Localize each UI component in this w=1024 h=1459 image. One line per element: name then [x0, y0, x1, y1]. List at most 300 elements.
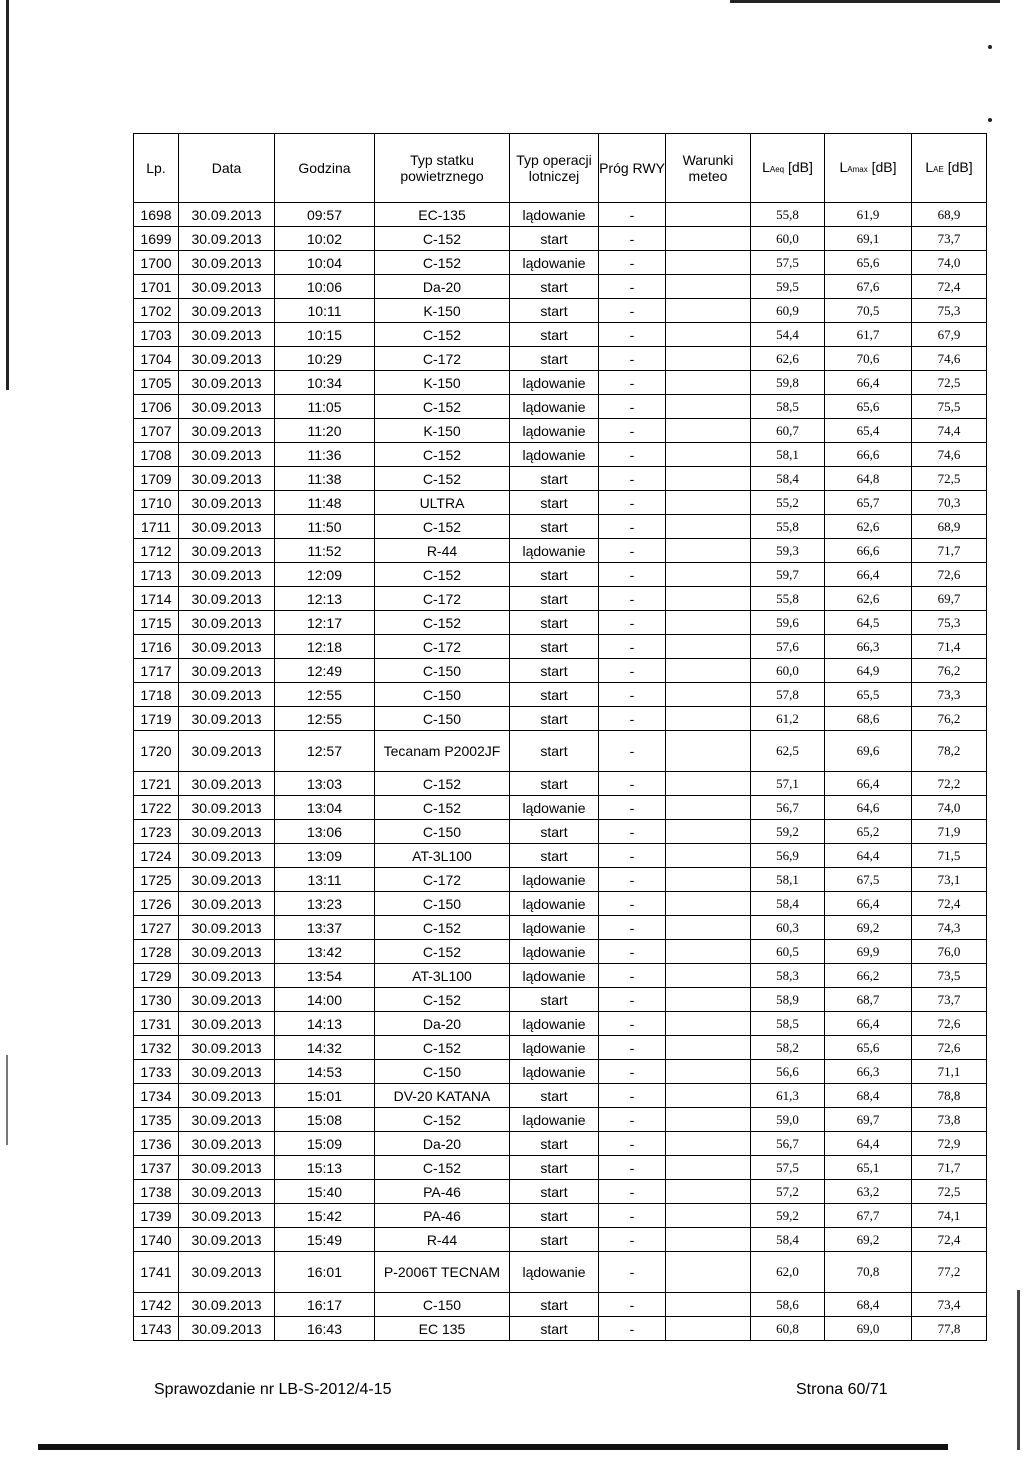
- cell-threshold: -: [599, 940, 666, 964]
- cell-date: 30.09.2013: [179, 1317, 275, 1341]
- cell-threshold: -: [599, 659, 666, 683]
- cell-weather: [666, 1293, 751, 1317]
- cell-time: 15:40: [275, 1180, 375, 1204]
- cell-lamax: 67,6: [825, 275, 912, 299]
- cell-lae: 75,3: [912, 299, 987, 323]
- cell-operation-type: lądowanie: [510, 443, 599, 467]
- cell-threshold: -: [599, 820, 666, 844]
- table-row: [134, 299, 987, 323]
- cell-operation-type: start: [510, 323, 599, 347]
- cell-laeq: 59,3: [751, 539, 825, 563]
- cell-aircraft-type: C-150: [375, 707, 510, 731]
- cell-lae: 72,4: [912, 1228, 987, 1252]
- cell-operation-type: start: [510, 467, 599, 491]
- cell-aircraft-type: R-44: [375, 1228, 510, 1252]
- cell-lp: 1717: [134, 659, 179, 683]
- cell-threshold: -: [599, 796, 666, 820]
- cell-lp: 1743: [134, 1317, 179, 1341]
- scan-edge-line: [730, 0, 1000, 3]
- cell-weather: [666, 659, 751, 683]
- cell-lp: 1727: [134, 916, 179, 940]
- cell-lamax: 66,3: [825, 1060, 912, 1084]
- cell-lae: 77,2: [912, 1252, 987, 1293]
- cell-date: 30.09.2013: [179, 347, 275, 371]
- cell-aircraft-type: ULTRA: [375, 491, 510, 515]
- cell-laeq: 58,4: [751, 892, 825, 916]
- cell-lamax: 67,7: [825, 1204, 912, 1228]
- table-row: [134, 275, 987, 299]
- cell-threshold: -: [599, 491, 666, 515]
- cell-date: 30.09.2013: [179, 731, 275, 772]
- cell-operation-type: start: [510, 1228, 599, 1252]
- cell-aircraft-type: C-172: [375, 635, 510, 659]
- cell-time: 12:55: [275, 683, 375, 707]
- cell-lae: 75,5: [912, 395, 987, 419]
- cell-lp: 1711: [134, 515, 179, 539]
- cell-lamax: 66,4: [825, 892, 912, 916]
- cell-laeq: 57,1: [751, 772, 825, 796]
- cell-laeq: 62,0: [751, 1252, 825, 1293]
- cell-lamax: 62,6: [825, 587, 912, 611]
- table-row: [134, 1293, 987, 1317]
- cell-time: 16:01: [275, 1252, 375, 1293]
- cell-time: 16:17: [275, 1293, 375, 1317]
- cell-lp: 1719: [134, 707, 179, 731]
- cell-aircraft-type: C-152: [375, 323, 510, 347]
- cell-weather: [666, 796, 751, 820]
- cell-time: 13:09: [275, 844, 375, 868]
- cell-lamax: 66,6: [825, 443, 912, 467]
- cell-aircraft-type: Da-20: [375, 1012, 510, 1036]
- cell-date: 30.09.2013: [179, 251, 275, 275]
- cell-date: 30.09.2013: [179, 1204, 275, 1228]
- cell-laeq: 59,2: [751, 820, 825, 844]
- cell-date: 30.09.2013: [179, 443, 275, 467]
- cell-threshold: -: [599, 419, 666, 443]
- cell-lae: 72,6: [912, 563, 987, 587]
- table-row: [134, 1036, 987, 1060]
- cell-weather: [666, 1012, 751, 1036]
- cell-weather: [666, 731, 751, 772]
- cell-laeq: 59,0: [751, 1108, 825, 1132]
- cell-date: 30.09.2013: [179, 323, 275, 347]
- cell-aircraft-type: AT-3L100: [375, 964, 510, 988]
- cell-weather: [666, 1132, 751, 1156]
- cell-lamax: 69,6: [825, 731, 912, 772]
- noise-measurement-table: [133, 133, 987, 1341]
- cell-lae: 72,9: [912, 1132, 987, 1156]
- cell-operation-type: start: [510, 1293, 599, 1317]
- table-row: [134, 868, 987, 892]
- cell-lamax: 64,4: [825, 844, 912, 868]
- cell-time: 11:48: [275, 491, 375, 515]
- cell-aircraft-type: C-150: [375, 1060, 510, 1084]
- cell-date: 30.09.2013: [179, 844, 275, 868]
- cell-date: 30.09.2013: [179, 796, 275, 820]
- cell-weather: [666, 1228, 751, 1252]
- cell-lamax: 65,5: [825, 683, 912, 707]
- cell-lamax: 66,2: [825, 964, 912, 988]
- cell-date: 30.09.2013: [179, 1108, 275, 1132]
- table-row: [134, 820, 987, 844]
- cell-lp: 1733: [134, 1060, 179, 1084]
- cell-aircraft-type: Tecanam P2002JF: [375, 731, 510, 772]
- cell-date: 30.09.2013: [179, 275, 275, 299]
- cell-weather: [666, 940, 751, 964]
- cell-laeq: 61,2: [751, 707, 825, 731]
- cell-weather: [666, 443, 751, 467]
- cell-lae: 74,3: [912, 916, 987, 940]
- cell-lae: 73,3: [912, 683, 987, 707]
- cell-operation-type: lądowanie: [510, 1012, 599, 1036]
- cell-laeq: 58,5: [751, 395, 825, 419]
- cell-operation-type: lądowanie: [510, 868, 599, 892]
- cell-threshold: -: [599, 539, 666, 563]
- cell-lp: 1725: [134, 868, 179, 892]
- cell-threshold: -: [599, 731, 666, 772]
- cell-laeq: 61,3: [751, 1084, 825, 1108]
- cell-operation-type: lądowanie: [510, 203, 599, 227]
- cell-time: 15:01: [275, 1084, 375, 1108]
- cell-date: 30.09.2013: [179, 1012, 275, 1036]
- cell-aircraft-type: C-152: [375, 1156, 510, 1180]
- cell-threshold: -: [599, 467, 666, 491]
- cell-weather: [666, 1317, 751, 1341]
- cell-date: 30.09.2013: [179, 1180, 275, 1204]
- cell-operation-type: lądowanie: [510, 1108, 599, 1132]
- table-row: [134, 988, 987, 1012]
- cell-laeq: 60,8: [751, 1317, 825, 1341]
- cell-lp: 1741: [134, 1252, 179, 1293]
- col-header-lp: Lp.: [134, 134, 179, 203]
- cell-time: 15:08: [275, 1108, 375, 1132]
- cell-lp: 1730: [134, 988, 179, 1012]
- cell-aircraft-type: K-150: [375, 299, 510, 323]
- cell-aircraft-type: C-152: [375, 916, 510, 940]
- cell-aircraft-type: K-150: [375, 419, 510, 443]
- table-row: [134, 251, 987, 275]
- cell-lamax: 65,4: [825, 419, 912, 443]
- cell-aircraft-type: C-150: [375, 820, 510, 844]
- table-row: [134, 1012, 987, 1036]
- cell-time: 13:23: [275, 892, 375, 916]
- cell-lp: 1728: [134, 940, 179, 964]
- cell-threshold: -: [599, 203, 666, 227]
- table-row: [134, 515, 987, 539]
- cell-weather: [666, 988, 751, 1012]
- cell-date: 30.09.2013: [179, 515, 275, 539]
- cell-aircraft-type: C-152: [375, 988, 510, 1012]
- cell-lae: 68,9: [912, 203, 987, 227]
- cell-laeq: 56,7: [751, 1132, 825, 1156]
- cell-operation-type: start: [510, 515, 599, 539]
- col-header-lamax: LAmax [dB]: [825, 134, 912, 203]
- cell-operation-type: start: [510, 1317, 599, 1341]
- report-number: Sprawozdanie nr LB-S-2012/4-15: [154, 1381, 392, 1398]
- cell-weather: [666, 251, 751, 275]
- cell-time: 13:03: [275, 772, 375, 796]
- cell-lamax: 65,6: [825, 395, 912, 419]
- cell-time: 13:42: [275, 940, 375, 964]
- cell-lae: 73,4: [912, 1293, 987, 1317]
- cell-lp: 1734: [134, 1084, 179, 1108]
- cell-time: 10:06: [275, 275, 375, 299]
- cell-lp: 1738: [134, 1180, 179, 1204]
- cell-aircraft-type: DV-20 KATANA: [375, 1084, 510, 1108]
- cell-time: 14:00: [275, 988, 375, 1012]
- cell-lp: 1722: [134, 796, 179, 820]
- cell-aircraft-type: C-152: [375, 395, 510, 419]
- cell-operation-type: start: [510, 347, 599, 371]
- cell-laeq: 60,7: [751, 419, 825, 443]
- cell-threshold: -: [599, 1060, 666, 1084]
- cell-lamax: 69,2: [825, 1228, 912, 1252]
- cell-weather: [666, 820, 751, 844]
- cell-lae: 74,0: [912, 796, 987, 820]
- table-row: [134, 467, 987, 491]
- cell-weather: [666, 611, 751, 635]
- cell-date: 30.09.2013: [179, 395, 275, 419]
- cell-operation-type: start: [510, 820, 599, 844]
- cell-lamax: 68,7: [825, 988, 912, 1012]
- cell-laeq: 55,2: [751, 491, 825, 515]
- cell-lamax: 65,7: [825, 491, 912, 515]
- cell-laeq: 60,5: [751, 940, 825, 964]
- cell-lp: 1701: [134, 275, 179, 299]
- cell-operation-type: start: [510, 1180, 599, 1204]
- cell-date: 30.09.2013: [179, 299, 275, 323]
- table-row: [134, 539, 987, 563]
- cell-laeq: 62,6: [751, 347, 825, 371]
- cell-lamax: 65,2: [825, 820, 912, 844]
- table-row: [134, 635, 987, 659]
- cell-laeq: 55,8: [751, 587, 825, 611]
- cell-threshold: -: [599, 395, 666, 419]
- cell-operation-type: lądowanie: [510, 539, 599, 563]
- cell-operation-type: start: [510, 491, 599, 515]
- cell-threshold: -: [599, 892, 666, 916]
- cell-operation-type: start: [510, 1204, 599, 1228]
- cell-lp: 1732: [134, 1036, 179, 1060]
- cell-lamax: 67,5: [825, 868, 912, 892]
- cell-time: 10:34: [275, 371, 375, 395]
- table-row: [134, 1060, 987, 1084]
- cell-operation-type: lądowanie: [510, 940, 599, 964]
- cell-time: 13:54: [275, 964, 375, 988]
- cell-date: 30.09.2013: [179, 820, 275, 844]
- table-row: [134, 1252, 987, 1293]
- cell-operation-type: start: [510, 1132, 599, 1156]
- cell-time: 12:57: [275, 731, 375, 772]
- cell-lae: 76,0: [912, 940, 987, 964]
- cell-lamax: 61,7: [825, 323, 912, 347]
- cell-date: 30.09.2013: [179, 491, 275, 515]
- cell-time: 14:53: [275, 1060, 375, 1084]
- cell-laeq: 54,4: [751, 323, 825, 347]
- table-row: [134, 443, 987, 467]
- cell-laeq: 60,0: [751, 659, 825, 683]
- scan-edge-line: [1017, 1290, 1020, 1450]
- cell-laeq: 58,1: [751, 868, 825, 892]
- cell-laeq: 60,3: [751, 916, 825, 940]
- cell-lae: 77,8: [912, 1317, 987, 1341]
- cell-aircraft-type: C-152: [375, 1108, 510, 1132]
- cell-weather: [666, 1252, 751, 1293]
- page-number: Strona 60/71: [796, 1381, 888, 1398]
- cell-date: 30.09.2013: [179, 419, 275, 443]
- cell-date: 30.09.2013: [179, 940, 275, 964]
- cell-laeq: 59,8: [751, 371, 825, 395]
- cell-threshold: -: [599, 772, 666, 796]
- cell-date: 30.09.2013: [179, 1228, 275, 1252]
- header-row: [134, 134, 987, 203]
- cell-weather: [666, 964, 751, 988]
- cell-operation-type: lądowanie: [510, 419, 599, 443]
- cell-operation-type: start: [510, 683, 599, 707]
- cell-time: 10:29: [275, 347, 375, 371]
- cell-time: 15:13: [275, 1156, 375, 1180]
- cell-laeq: 62,5: [751, 731, 825, 772]
- cell-date: 30.09.2013: [179, 1293, 275, 1317]
- table-row: [134, 1317, 987, 1341]
- cell-time: 14:13: [275, 1012, 375, 1036]
- table-row: [134, 1108, 987, 1132]
- cell-threshold: -: [599, 1012, 666, 1036]
- cell-date: 30.09.2013: [179, 1084, 275, 1108]
- cell-threshold: -: [599, 916, 666, 940]
- cell-lp: 1716: [134, 635, 179, 659]
- cell-weather: [666, 203, 751, 227]
- cell-time: 10:02: [275, 227, 375, 251]
- cell-laeq: 59,5: [751, 275, 825, 299]
- cell-date: 30.09.2013: [179, 1156, 275, 1180]
- cell-lae: 74,4: [912, 419, 987, 443]
- cell-lp: 1699: [134, 227, 179, 251]
- cell-laeq: 58,6: [751, 1293, 825, 1317]
- cell-lae: 72,6: [912, 1012, 987, 1036]
- cell-threshold: -: [599, 1317, 666, 1341]
- cell-time: 11:38: [275, 467, 375, 491]
- cell-aircraft-type: C-150: [375, 659, 510, 683]
- cell-operation-type: lądowanie: [510, 916, 599, 940]
- cell-time: 10:15: [275, 323, 375, 347]
- table-row: [134, 844, 987, 868]
- cell-aircraft-type: C-152: [375, 1036, 510, 1060]
- cell-weather: [666, 227, 751, 251]
- cell-aircraft-type: C-152: [375, 227, 510, 251]
- cell-threshold: -: [599, 563, 666, 587]
- cell-date: 30.09.2013: [179, 1252, 275, 1293]
- cell-threshold: -: [599, 1156, 666, 1180]
- cell-time: 13:04: [275, 796, 375, 820]
- scan-edge-line: [38, 1444, 948, 1450]
- cell-lp: 1742: [134, 1293, 179, 1317]
- table-row: [134, 611, 987, 635]
- cell-operation-type: start: [510, 299, 599, 323]
- cell-lp: 1720: [134, 731, 179, 772]
- cell-weather: [666, 299, 751, 323]
- cell-operation-type: start: [510, 844, 599, 868]
- cell-date: 30.09.2013: [179, 659, 275, 683]
- cell-laeq: 57,5: [751, 1156, 825, 1180]
- cell-weather: [666, 1084, 751, 1108]
- cell-lp: 1736: [134, 1132, 179, 1156]
- table-row: [134, 1180, 987, 1204]
- cell-operation-type: start: [510, 988, 599, 1012]
- cell-weather: [666, 563, 751, 587]
- cell-aircraft-type: C-152: [375, 796, 510, 820]
- cell-weather: [666, 1060, 751, 1084]
- cell-operation-type: lądowanie: [510, 892, 599, 916]
- cell-lamax: 70,6: [825, 347, 912, 371]
- cell-laeq: 58,3: [751, 964, 825, 988]
- cell-lae: 71,9: [912, 820, 987, 844]
- cell-date: 30.09.2013: [179, 964, 275, 988]
- cell-operation-type: start: [510, 563, 599, 587]
- cell-operation-type: lądowanie: [510, 1060, 599, 1084]
- cell-operation-type: lądowanie: [510, 1252, 599, 1293]
- cell-laeq: 55,8: [751, 515, 825, 539]
- cell-laeq: 59,7: [751, 563, 825, 587]
- col-header-prog: Próg RWY: [599, 134, 666, 203]
- cell-weather: [666, 467, 751, 491]
- cell-threshold: -: [599, 227, 666, 251]
- cell-lp: 1700: [134, 251, 179, 275]
- cell-date: 30.09.2013: [179, 707, 275, 731]
- cell-date: 30.09.2013: [179, 635, 275, 659]
- cell-laeq: 60,0: [751, 227, 825, 251]
- cell-lamax: 68,4: [825, 1293, 912, 1317]
- cell-date: 30.09.2013: [179, 1036, 275, 1060]
- cell-aircraft-type: K-150: [375, 371, 510, 395]
- cell-lae: 68,9: [912, 515, 987, 539]
- table-row: [134, 1204, 987, 1228]
- scan-speck: [988, 118, 992, 122]
- cell-lp: 1731: [134, 1012, 179, 1036]
- cell-time: 16:43: [275, 1317, 375, 1341]
- cell-time: 10:04: [275, 251, 375, 275]
- cell-lamax: 66,3: [825, 635, 912, 659]
- cell-weather: [666, 323, 751, 347]
- cell-date: 30.09.2013: [179, 587, 275, 611]
- cell-lamax: 66,6: [825, 539, 912, 563]
- cell-aircraft-type: EC-135: [375, 203, 510, 227]
- cell-lamax: 69,9: [825, 940, 912, 964]
- cell-time: 13:06: [275, 820, 375, 844]
- cell-time: 11:20: [275, 419, 375, 443]
- cell-lp: 1709: [134, 467, 179, 491]
- cell-threshold: -: [599, 251, 666, 275]
- cell-weather: [666, 371, 751, 395]
- col-header-typ-statku: Typ statku powietrznego: [375, 134, 510, 203]
- cell-aircraft-type: PA-46: [375, 1180, 510, 1204]
- table-row: [134, 395, 987, 419]
- cell-lamax: 64,8: [825, 467, 912, 491]
- scan-speck: [988, 45, 992, 49]
- cell-lp: 1713: [134, 563, 179, 587]
- table-row: [134, 1156, 987, 1180]
- cell-weather: [666, 539, 751, 563]
- cell-lae: 72,5: [912, 1180, 987, 1204]
- cell-time: 13:11: [275, 868, 375, 892]
- cell-time: 11:52: [275, 539, 375, 563]
- cell-lamax: 69,0: [825, 1317, 912, 1341]
- cell-laeq: 55,8: [751, 203, 825, 227]
- col-header-laeq: LAeq [dB]: [751, 134, 825, 203]
- table-row: [134, 916, 987, 940]
- cell-laeq: 56,6: [751, 1060, 825, 1084]
- cell-lamax: 66,4: [825, 1012, 912, 1036]
